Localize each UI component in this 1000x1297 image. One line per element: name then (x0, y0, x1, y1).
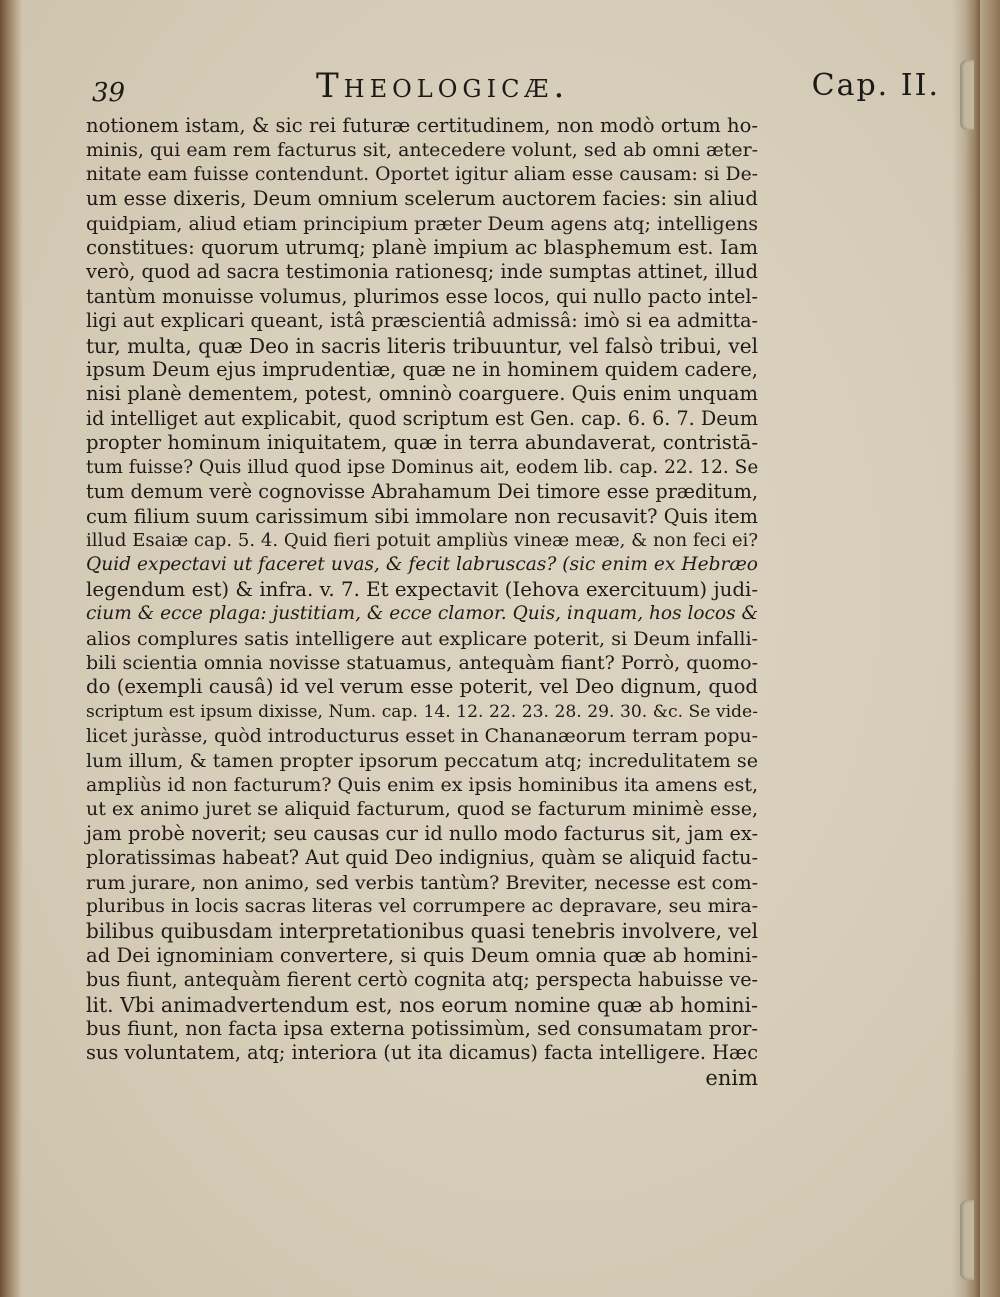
text-line: bus fiunt, antequàm fierent certò cognita atq; perspecta habuisse ve- (86, 968, 758, 992)
text-line: quidpiam, aliud etiam principium præter Deum agens atq; intelligens (86, 212, 758, 235)
text-line: ipsum Deum ejus imprudentiæ, quæ ne in hominem quidem cadere, (86, 358, 758, 382)
catchword: enim (705, 1065, 758, 1090)
text-line: ad Dei ignominiam convertere, si quis Deum omnia quæ ab homini- (86, 943, 758, 967)
text-line: ut ex animo juret se aliquid facturum, quod se facturum minimè esse, (86, 798, 758, 821)
text-line: tum fuisse? Quis illud quod ipse Dominus ait, eodem lib. cap. 22. 12. Se (86, 456, 759, 478)
text-line: bilibus quibusdam interpretationibus quasi tenebris involvere, vel (86, 919, 758, 944)
text-line: tantùm monuisse volumus, plurimos esse locos, qui nullo pacto intel- (86, 284, 759, 308)
running-title: Theologicæ. (316, 66, 570, 106)
text-line: do (exempli causâ) id vel verum esse poterit, vel Deo dignum, quod (86, 675, 758, 699)
text-line: illud Esaiæ cap. 5. 4. Quid fieri potuit ampliùs vineæ meæ, & non feci ei? (86, 529, 758, 551)
page-header (92, 66, 940, 110)
text-line: bili scientia omnia novisse statuamus, antequàm fiant? Porrò, quomo- (86, 651, 758, 674)
text-line: verò, quod ad sacra testimonia rationesq; inde sumptas attinet, illud (86, 260, 758, 284)
text-line: alios complures satis intelligere aut explicare poterit, si Deum infalli- (86, 626, 758, 650)
text-line: notionem istam, & sic rei futuræ certitudinem, non modò ortum ho- (86, 114, 758, 137)
text-line: rum jurare, non animo, sed verbis tantùm? Breviter, necesse est com- (86, 871, 758, 894)
text-line: pluribus in locis sacras literas vel corrumpere ac depravare, seu mira- (86, 896, 758, 917)
text-line: sus voluntatem, atq; interiora (ut ita dicamus) facta intelligere. Hæc (86, 1041, 759, 1065)
text-line: lum illum, & tamen propter ipsorum peccatum atq; incredulitatem se (86, 748, 758, 772)
text-line: um esse dixeris, Deum omnium scelerum auctorem facies: sin aliud (86, 187, 758, 211)
text-line: minis, qui eam rem facturus sit, antecedere volunt, sed ab omni æter- (86, 139, 758, 162)
text-line: ligi aut explicari queant, istâ præscientiâ admissâ: imò si ea admitta- (86, 309, 758, 333)
text-line: tum demum verè cognovisse Abrahamum Dei timore esse præditum, (86, 480, 758, 504)
page-edge-tab (960, 60, 974, 130)
text-line: constitues: quorum utrumq; planè impium ac blasphemum est. Iam (86, 236, 758, 260)
page-edge (952, 0, 980, 1297)
text-line: nitate eam fuisse contendunt. Oportet igitur aliam esse causam: si De- (86, 163, 758, 185)
text-line: nisi planè dementem, potest, omninò coarguere. Quis enim unquam (86, 382, 758, 406)
text-line: scriptum est ipsum dixisse, Num. cap. 14. 12. 22. 23. 28. 29. 30. &c. Se vide- (86, 701, 758, 722)
text-line: jam probè noverit; seu causas cur id nullo modo facturus sit, jam ex- (86, 821, 758, 845)
body-text (86, 114, 758, 1090)
text-line: id intelliget aut explicabit, quod scriptum est Gen. cap. 6. 6. 7. Deum (86, 406, 758, 430)
text-line: legendum est) & infra. v. 7. Et expectavit (Iehova exercituum) judi- (86, 577, 758, 601)
text-line-italic: Quid expectavi ut faceret uvas, & fecit labruscas? (sic enim ex Hebræo (86, 554, 758, 576)
text-line: tur, multa, quæ Deo in sacris literis tribuuntur, vel falsò tribui, vel (86, 333, 758, 358)
text-line: propter hominum iniquitatem, quæ in terra abundaverat, contristā- (86, 431, 758, 455)
chapter-label: Cap. II. (811, 68, 940, 103)
text-line: licet juràsse, quòd introducturus esset in Chananæorum terram popu- (86, 725, 759, 748)
text-line: bus fiunt, non facta ipsa externa potissimùm, sed consumatam pror- (86, 1017, 758, 1041)
text-line: lit. Vbi animadvertendum est, nos eorum nomine quæ ab homini- (86, 992, 758, 1017)
text-line: ploratissimas habeat? Aut quid Deo indignius, quàm se aliquid factu- (86, 846, 758, 870)
page-edge-tab (960, 1200, 974, 1280)
text-line-italic: cium & ecce plaga: justitiam, & ecce clamor. Quis, inquam, hos locos & (86, 603, 758, 625)
text-line: ampliùs id non facturum? Quis enim ex ipsis hominibus ita amens est, (86, 773, 758, 796)
page-number: 39 (92, 78, 126, 108)
text-line: cum filium suum carissimum sibi immolare non recusavit? Quis item (86, 504, 758, 528)
